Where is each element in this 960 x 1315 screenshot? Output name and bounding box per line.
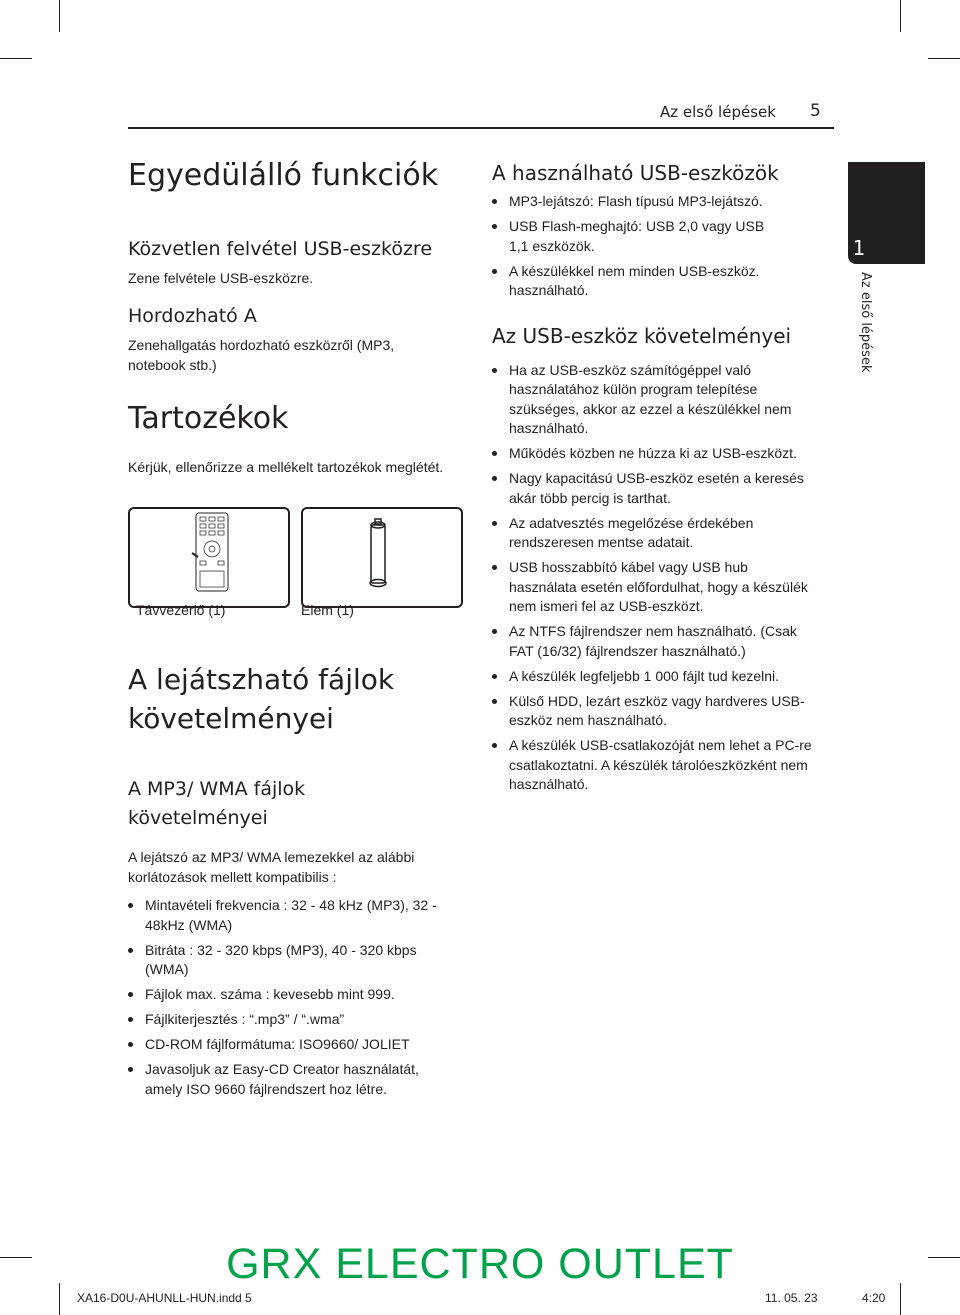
accessories-text: Kérjük, ellenőrizze a mellékelt tartozékok meglétét.: [128, 458, 444, 475]
heading-mp3-wma-line2: követelményei: [128, 807, 268, 829]
heading-unique-features: Egyedülálló funkciók: [128, 158, 439, 193]
crop-mark: [59, 0, 60, 32]
heading-playable-files-line2: követelményei: [128, 702, 334, 735]
list-item: MP3-lejátszó: Flash típusú MP3-lejátszó.: [492, 192, 782, 212]
footer-file-name: XA16-D0U-AHUNLL-HUN.indd 5: [77, 1291, 252, 1305]
right-column: [492, 160, 832, 800]
list-item: Nagy kapacitású USB-eszköz esetén a keresés akár több percig is tarthat.: [492, 469, 817, 508]
remote-control-icon: [130, 509, 288, 606]
list-item: Az adatvesztés megelőzése érdekében rendszeresen mentse adatait.: [492, 514, 817, 553]
list-item: A készülék legfeljebb 1 000 fájlt tud kezelni.: [492, 667, 817, 687]
heading-mp3-wma: [128, 775, 468, 833]
left-column: [128, 158, 468, 477]
heading-mp3-wma-line1: A MP3/ WMA fájlok: [128, 778, 306, 800]
heading-playable-files: [128, 660, 468, 738]
crop-mark: [900, 0, 901, 32]
footer-time: 4:20: [862, 1291, 886, 1305]
heading-portable: Hordozható A: [128, 304, 257, 327]
list-item: Ha az USB-eszköz számítógéppel való használatához külön program telepítése szükséges, akkor az ezzel a készülékkel nem használható.: [492, 361, 817, 439]
list-item: Javasoljuk az Easy-CD Creator használatát, amely ISO 9660 fájlrendszert hoz létre.: [128, 1060, 458, 1099]
portable-text: Zenehallgatás hordozható eszközről (MP3, notebook stb.): [128, 336, 395, 373]
remote-control-image: [128, 507, 290, 608]
battery-icon: [303, 509, 461, 606]
list-item: CD-ROM fájlformátuma: ISO9660/ JOLIET: [128, 1035, 458, 1055]
list-item: A készülék USB-csatlakozóját nem lehet a PC-re csatlakoztatni. A készülék tárolóeszközként nem használható.: [492, 736, 817, 795]
list-item: Működés közben ne húzza ki az USB-eszközt.: [492, 444, 817, 464]
chapter-tab-number: 1: [852, 236, 866, 260]
direct-recording-text: Zene felvétele USB-eszközre.: [128, 269, 314, 286]
list-item: Bitráta : 32 - 320 kbps (MP3), 40 - 320 kbps (WMA): [128, 941, 458, 980]
list-item: Külső HDD, lezárt eszköz vagy hardveres USB-eszköz nem használható.: [492, 692, 817, 731]
list-item: Fájlok max. száma : kevesebb mint 999.: [128, 985, 458, 1005]
heading-playable-files-line1: A lejátszható fájlok: [128, 663, 395, 696]
page-number: 5: [810, 101, 821, 121]
list-item: Fájlkiterjesztés : “.mp3” / “.wma”: [128, 1010, 458, 1030]
playable-files-section: [128, 660, 468, 1105]
list-item: A készülékkel nem minden USB-eszköz. használható.: [492, 262, 782, 301]
usb-requirements-list: [492, 361, 817, 795]
header-rule: [128, 127, 834, 129]
running-header-title: Az első lépések: [660, 103, 776, 121]
battery-image: [301, 507, 463, 608]
list-item: Az NTFS fájlrendszer nem használható. (Csak FAT (16/32) fájlrendszer használható.): [492, 622, 817, 661]
chapter-tab-text: Az első lépések: [858, 272, 873, 373]
mp3-intro-text: A lejátszó az MP3/ WMA lemezekkel az alábbi korlátozások mellett kompatibilis :: [128, 849, 415, 885]
crop-mark: [0, 58, 32, 59]
heading-usb-requirements: Az USB-eszköz követelményei: [492, 323, 792, 348]
battery-label: Elem (1): [301, 602, 354, 618]
list-item: USB Flash-meghajtó: USB 2,0 vagy USB 1,1 eszközök.: [492, 217, 782, 256]
mp3-requirements-list: [128, 896, 458, 1099]
footer-date: 11. 05. 23: [765, 1291, 818, 1305]
list-item: Mintavételi frekvencia : 32 - 48 kHz (MP3), 32 - 48kHz (WMA): [128, 896, 458, 935]
heading-accessories: Tartozékok: [128, 400, 289, 436]
crop-mark: [928, 58, 960, 59]
watermark: GRX ELECTRO OUTLET: [226, 1240, 734, 1288]
heading-direct-recording: Közvetlen felvétel USB-eszközre: [128, 238, 433, 260]
list-item: USB hosszabbító kábel vagy USB hub használata esetén előfordulhat, hogy a készülék nem ismeri fel az USB-eszközt.: [492, 558, 817, 617]
usable-usb-list: [492, 192, 782, 301]
remote-control-label: Távvezérlő (1): [136, 602, 226, 618]
heading-usable-usb: A használható USB-eszközök: [492, 161, 779, 185]
